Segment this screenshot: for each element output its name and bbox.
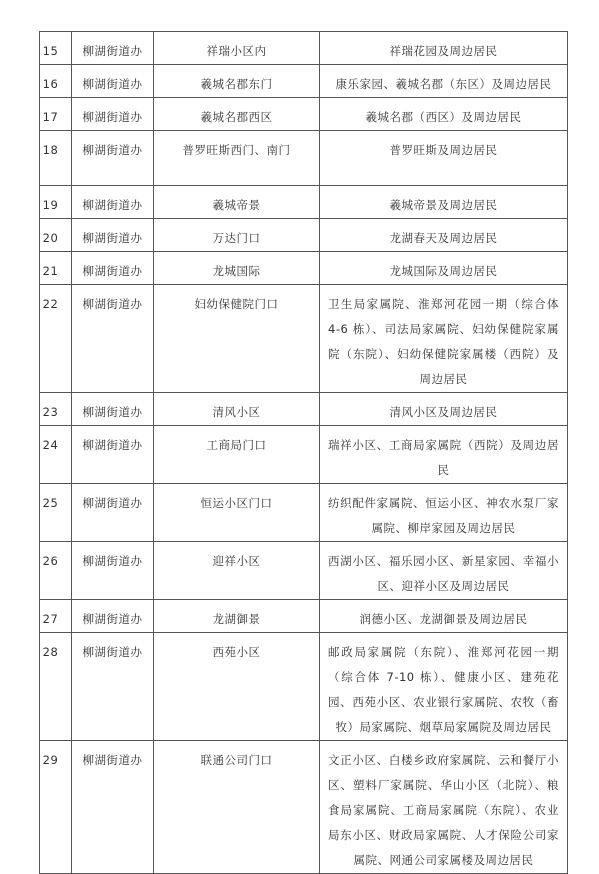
distribution-table bbox=[39, 31, 568, 874]
row-place: 龙城国际 bbox=[154, 252, 320, 285]
row-office: 柳湖街道办 bbox=[72, 393, 154, 426]
table-row bbox=[40, 393, 568, 426]
row-number: 21 bbox=[40, 252, 72, 285]
table-row bbox=[40, 426, 568, 484]
row-place: 羲城名郡东门 bbox=[154, 65, 320, 98]
row-place: 祥瑞小区内 bbox=[154, 32, 320, 65]
row-number: 19 bbox=[40, 186, 72, 219]
row-scope: 康乐家园、羲城名郡（东区）及周边居民 bbox=[320, 65, 568, 98]
row-office: 柳湖街道办 bbox=[72, 484, 154, 542]
row-number: 29 bbox=[40, 741, 72, 874]
table-row bbox=[40, 131, 568, 186]
row-office: 柳湖街道办 bbox=[72, 131, 154, 186]
row-number: 27 bbox=[40, 600, 72, 633]
row-number: 26 bbox=[40, 542, 72, 600]
row-number: 24 bbox=[40, 426, 72, 484]
table-row bbox=[40, 186, 568, 219]
row-office: 柳湖街道办 bbox=[72, 32, 154, 65]
row-office: 柳湖街道办 bbox=[72, 98, 154, 131]
row-scope: 祥瑞花园及周边居民 bbox=[320, 32, 568, 65]
row-scope: 普罗旺斯及周边居民 bbox=[320, 131, 568, 186]
row-number: 23 bbox=[40, 393, 72, 426]
row-scope: 羲城帝景及周边居民 bbox=[320, 186, 568, 219]
row-scope: 瑞祥小区、工商局家属院（西院）及周边居民 bbox=[320, 426, 568, 484]
row-scope: 卫生局家属院、淮郑河花园一期（综合体 4-6 栋）、司法局家属院、妇幼保健院家属院（东院）、妇幼保健院家属楼（西院）及周边居民 bbox=[320, 285, 568, 393]
row-place: 妇幼保健院门口 bbox=[154, 285, 320, 393]
row-place: 普罗旺斯西门、南门 bbox=[154, 131, 320, 186]
table-body bbox=[40, 32, 568, 874]
row-place: 联通公司门口 bbox=[154, 741, 320, 874]
row-office: 柳湖街道办 bbox=[72, 285, 154, 393]
row-place: 恒运小区门口 bbox=[154, 484, 320, 542]
row-office: 柳湖街道办 bbox=[72, 186, 154, 219]
row-place: 万达门口 bbox=[154, 219, 320, 252]
table-row bbox=[40, 285, 568, 393]
row-office: 柳湖街道办 bbox=[72, 600, 154, 633]
row-scope: 龙湖春天及周边居民 bbox=[320, 219, 568, 252]
row-office: 柳湖街道办 bbox=[72, 542, 154, 600]
row-place: 羲城名郡西区 bbox=[154, 98, 320, 131]
row-number: 20 bbox=[40, 219, 72, 252]
table-row bbox=[40, 542, 568, 600]
row-scope: 清风小区及周边居民 bbox=[320, 393, 568, 426]
table-row bbox=[40, 633, 568, 741]
table-row bbox=[40, 741, 568, 874]
row-place: 西苑小区 bbox=[154, 633, 320, 741]
row-scope: 文正小区、白楼乡政府家属院、云和餐厅小区、塑料厂家属院、华山小区（北院）、粮食局家属院、工商局家属院（东院）、农业局东小区、财政局家属院、人才保险公司家属院、网通公司家属楼及周边居民 bbox=[320, 741, 568, 874]
row-number: 22 bbox=[40, 285, 72, 393]
row-number: 15 bbox=[40, 32, 72, 65]
row-scope: 羲城名郡（西区）及周边居民 bbox=[320, 98, 568, 131]
row-scope: 西湖小区、福乐园小区、新星家园、幸福小区、迎祥小区及周边居民 bbox=[320, 542, 568, 600]
row-number: 25 bbox=[40, 484, 72, 542]
table-row bbox=[40, 484, 568, 542]
row-place: 迎祥小区 bbox=[154, 542, 320, 600]
row-place: 龙湖御景 bbox=[154, 600, 320, 633]
row-place: 羲城帝景 bbox=[154, 186, 320, 219]
row-place: 清风小区 bbox=[154, 393, 320, 426]
row-office: 柳湖街道办 bbox=[72, 633, 154, 741]
row-scope: 邮政局家属院（东院）、淮郑河花园一期（综合体 7-10 栋）、健康小区、建苑花园、西苑小区、农业银行家属院、农牧（畜牧）局家属院、烟草局家属院及周边居民 bbox=[320, 633, 568, 741]
row-office: 柳湖街道办 bbox=[72, 426, 154, 484]
table-row bbox=[40, 65, 568, 98]
table-row bbox=[40, 252, 568, 285]
row-scope: 润德小区、龙湖御景及周边居民 bbox=[320, 600, 568, 633]
row-office: 柳湖街道办 bbox=[72, 65, 154, 98]
table-row bbox=[40, 32, 568, 65]
row-office: 柳湖街道办 bbox=[72, 741, 154, 874]
row-number: 28 bbox=[40, 633, 72, 741]
table-row bbox=[40, 98, 568, 131]
row-number: 16 bbox=[40, 65, 72, 98]
row-scope: 纺织配件家属院、恒运小区、神农水泵厂家属院、柳岸家园及周边居民 bbox=[320, 484, 568, 542]
row-office: 柳湖街道办 bbox=[72, 219, 154, 252]
row-place: 工商局门口 bbox=[154, 426, 320, 484]
table-row bbox=[40, 600, 568, 633]
row-scope: 龙城国际及周边居民 bbox=[320, 252, 568, 285]
row-office: 柳湖街道办 bbox=[72, 252, 154, 285]
row-number: 18 bbox=[40, 131, 72, 186]
row-number: 17 bbox=[40, 98, 72, 131]
table-row bbox=[40, 219, 568, 252]
